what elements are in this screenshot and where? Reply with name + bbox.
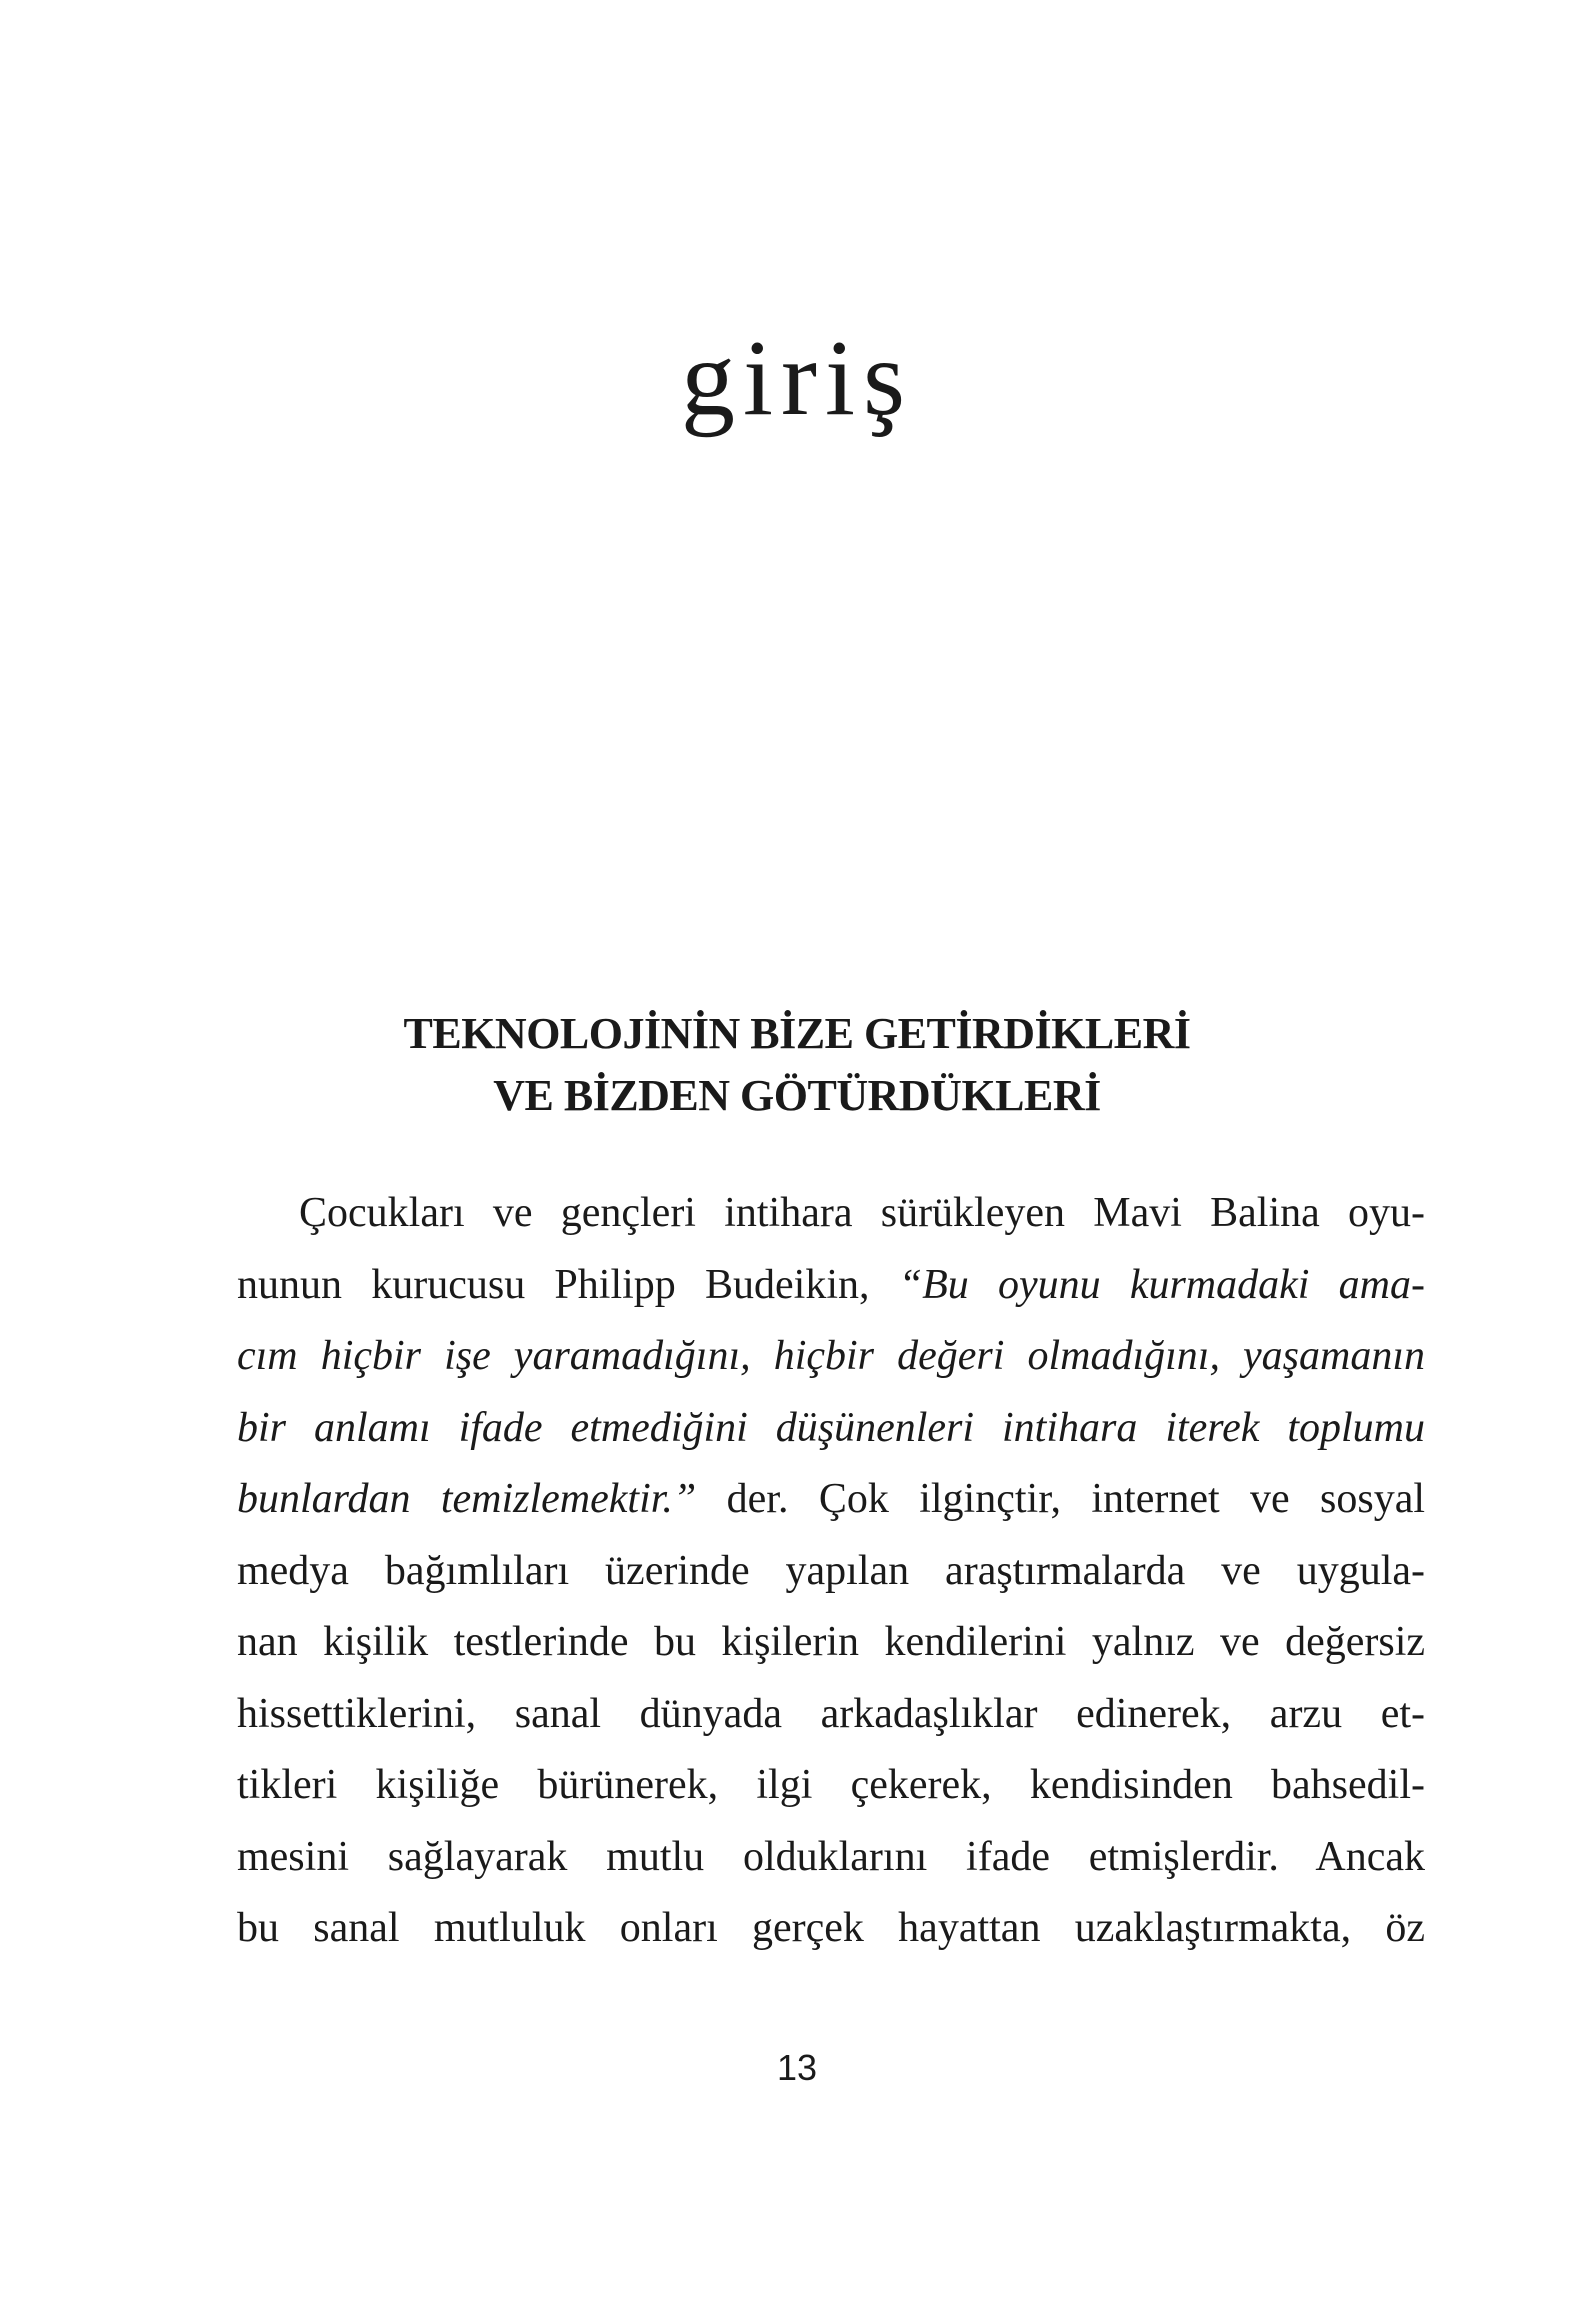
text-line (237, 1321, 1425, 1393)
text-line: mesini sağlayarak mutlu olduklarını ifade etmişlerdir. Ancak (237, 1833, 1425, 1880)
quote-fragment: “Bu oyunu kurmadaki ama- (898, 1261, 1425, 1308)
quote-fragment: cım hiçbir işe yaramadığını, hiçbir değeri olmadığını, yaşamanın (237, 1333, 1425, 1379)
text-line: bu sanal mutluluk onları gerçek hayattan uzaklaştırmakta, öz (237, 1905, 1425, 1951)
section-heading (0, 1003, 1594, 1127)
chapter-title: giriş (680, 319, 913, 438)
quote-fragment: bir anlamı ifade etmediğini düşünenleri intihara iterek toplumu (237, 1404, 1425, 1451)
text-line: Çocukları ve gençleri intihara sürükleyen Mavi Balina oyu- (299, 1190, 1425, 1236)
text-line: hissettiklerini, sanal dünyada arkadaşlıklar edinerek, arzu et- (237, 1690, 1425, 1737)
text-line: tikleri kişiliğe bürünerek, ilgi çekerek, kendisinden bahsedil- (237, 1762, 1425, 1808)
section-heading-line-2: VE BİZDEN GÖTÜRDÜKLERİ (493, 1071, 1101, 1120)
text-line (237, 1250, 1425, 1322)
text-fragment: der. Çok ilginçtir, internet ve sosyal (696, 1476, 1425, 1522)
section-heading-line-1: TEKNOLOJİNİN BİZE GETİRDİKLERİ (403, 1009, 1191, 1058)
page-number: 13 (776, 2047, 818, 2088)
text-line: medya bağımlıları üzerinde yapılan araştırmalarda ve uygula- (237, 1547, 1425, 1594)
body-paragraph (237, 1178, 1425, 1965)
text-fragment: nunun kurucusu Philipp Budeikin, (237, 1261, 899, 1308)
text-line: nan kişilik testlerinde bu kişilerin kendilerini yalnız ve değersiz (237, 1619, 1425, 1665)
text-line (237, 1464, 1425, 1536)
text-line (237, 1393, 1425, 1465)
quote-fragment: bunlardan temizlemektir.” (237, 1476, 697, 1522)
